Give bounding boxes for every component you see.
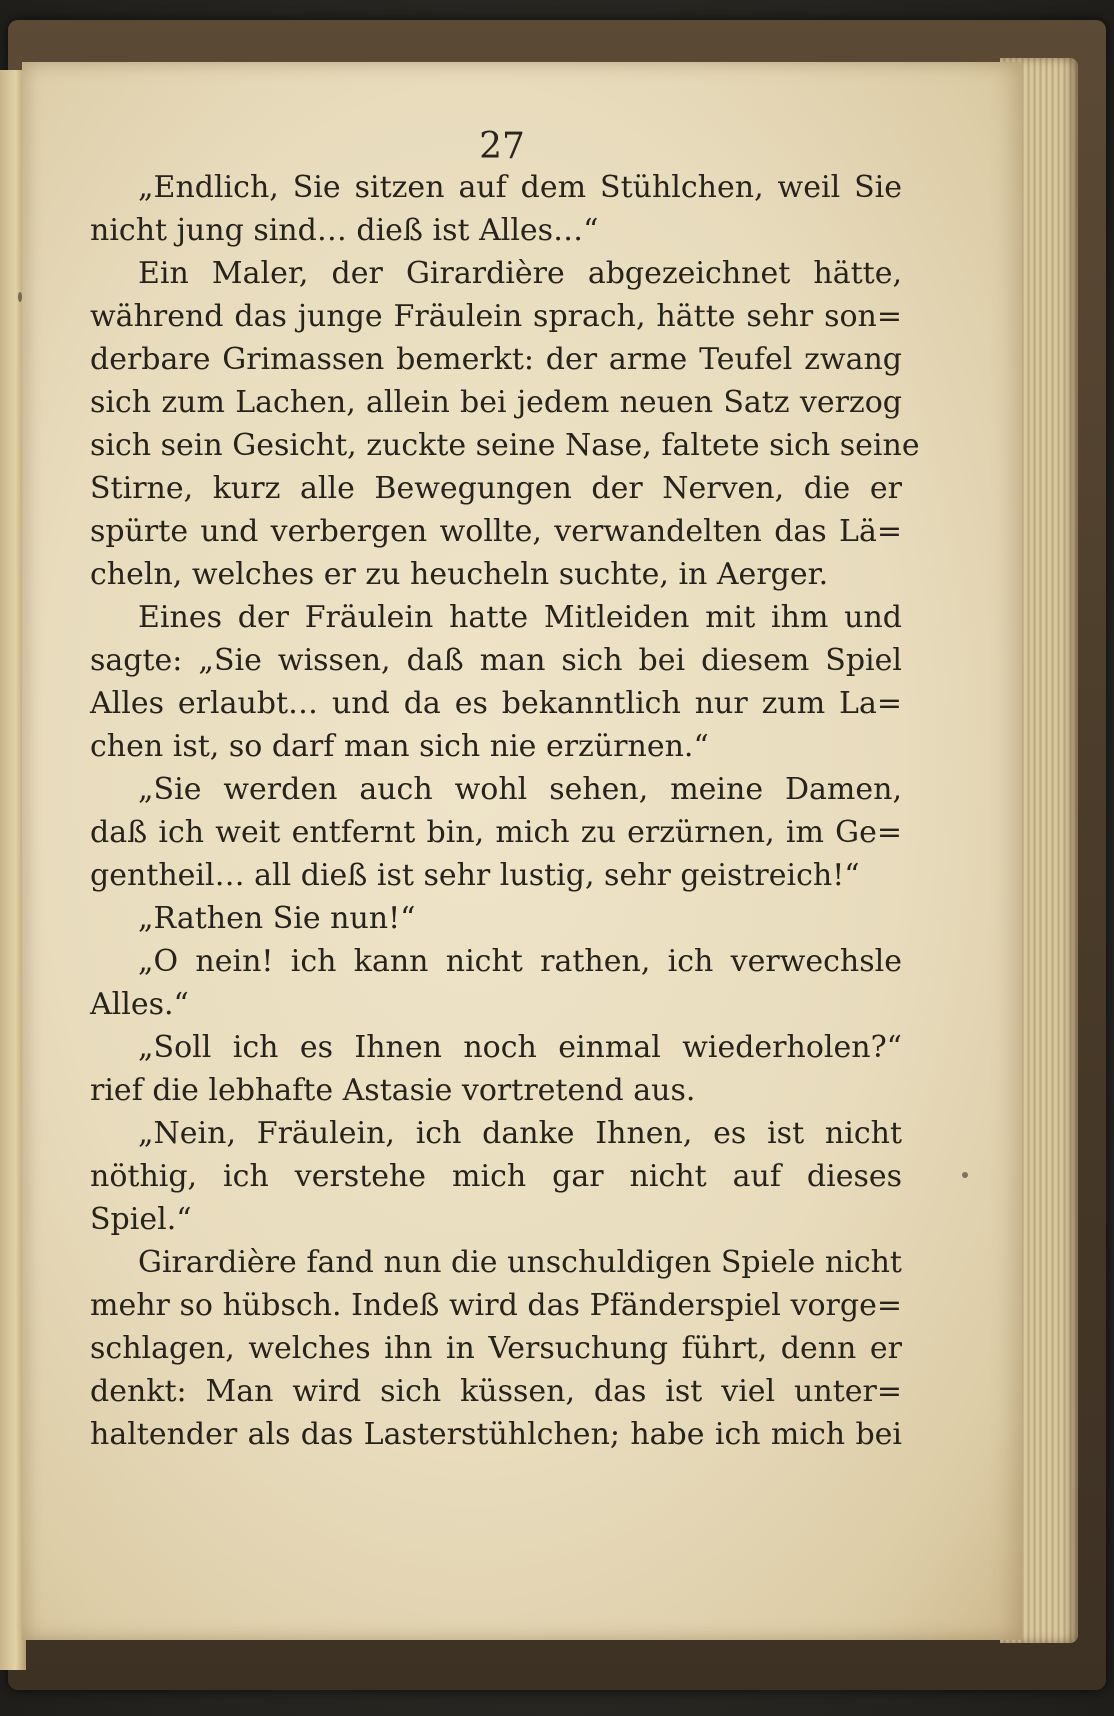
text-line: „Nein, Fräulein, ich danke Ihnen, es ist nicht — [138, 1116, 902, 1151]
text-line: Spiel.“ — [90, 1202, 192, 1237]
text-line: „Rathen Sie nun!“ — [138, 901, 416, 936]
text-line: „O nein! ich kann nicht rathen, ich verwechsle — [138, 944, 902, 979]
text-line: sich sein Gesicht, zuckte seine Nase, faltete sich seine — [90, 428, 920, 463]
text-line: daß ich weit entfernt bin, mich zu erzürnen, im Ge= — [90, 815, 902, 850]
text-line: denkt: Man wird sich küssen, das ist viel unter= — [90, 1374, 902, 1409]
text-line: sich zum Lachen, allein bei jedem neuen Satz verzog — [90, 385, 902, 420]
text-line: Ein Maler, der Girardière abgezeichnet hätte, — [138, 256, 902, 291]
text-line: mehr so hübsch. Indeß wird das Pfänderspiel vorge= — [90, 1288, 902, 1323]
text-line: während das junge Fräulein sprach, hätte sehr son= — [90, 299, 902, 334]
text-line: gentheil… all dieß ist sehr lustig, sehr geistreich!“ — [90, 858, 860, 893]
text-line: spürte und verbergen wollte, verwandelten das Lä= — [90, 514, 902, 549]
text-line: „Endlich, Sie sitzen auf dem Stühlchen, weil Sie — [138, 170, 902, 205]
page-number: 27 — [479, 126, 525, 167]
text-line: haltender als das Lasterstühlchen; habe ich mich bei — [90, 1417, 902, 1452]
text-line: Eines der Fräulein hatte Mitleiden mit ihm und — [138, 600, 902, 635]
book-page — [22, 62, 1022, 1640]
ink-spot — [18, 292, 22, 302]
text-line: nöthig, ich verstehe mich gar nicht auf dieses — [90, 1159, 902, 1194]
text-line: rief die lebhafte Astasie vortretend aus. — [90, 1073, 696, 1108]
ink-spot — [962, 1172, 968, 1178]
text-line: schlagen, welches ihn in Versuchung führt, denn er — [90, 1331, 902, 1366]
text-line: chen ist, so darf man sich nie erzürnen.“ — [90, 729, 709, 764]
body-text — [90, 166, 920, 1456]
text-line: Girardière fand nun die unschuldigen Spiele nicht — [138, 1245, 902, 1280]
text-line: cheln, welches er zu heucheln suchte, in Aerger. — [90, 557, 829, 592]
text-line: nicht jung sind… dieß ist Alles…“ — [90, 213, 599, 248]
text-line: derbare Grimassen bemerkt: der arme Teufel zwang — [90, 342, 902, 377]
text-line: Alles erlaubt… und da es bekanntlich nur zum La= — [90, 686, 902, 721]
text-line: Alles.“ — [90, 987, 189, 1022]
text-line: Stirne, kurz alle Bewegungen der Nerven, die er — [90, 471, 902, 506]
text-line: „Sie werden auch wohl sehen, meine Damen, — [138, 772, 902, 807]
text-line: sagte: „Sie wissen, daß man sich bei diesem Spiel — [90, 643, 902, 678]
text-line: „Soll ich es Ihnen noch einmal wiederholen?“ — [138, 1030, 902, 1065]
